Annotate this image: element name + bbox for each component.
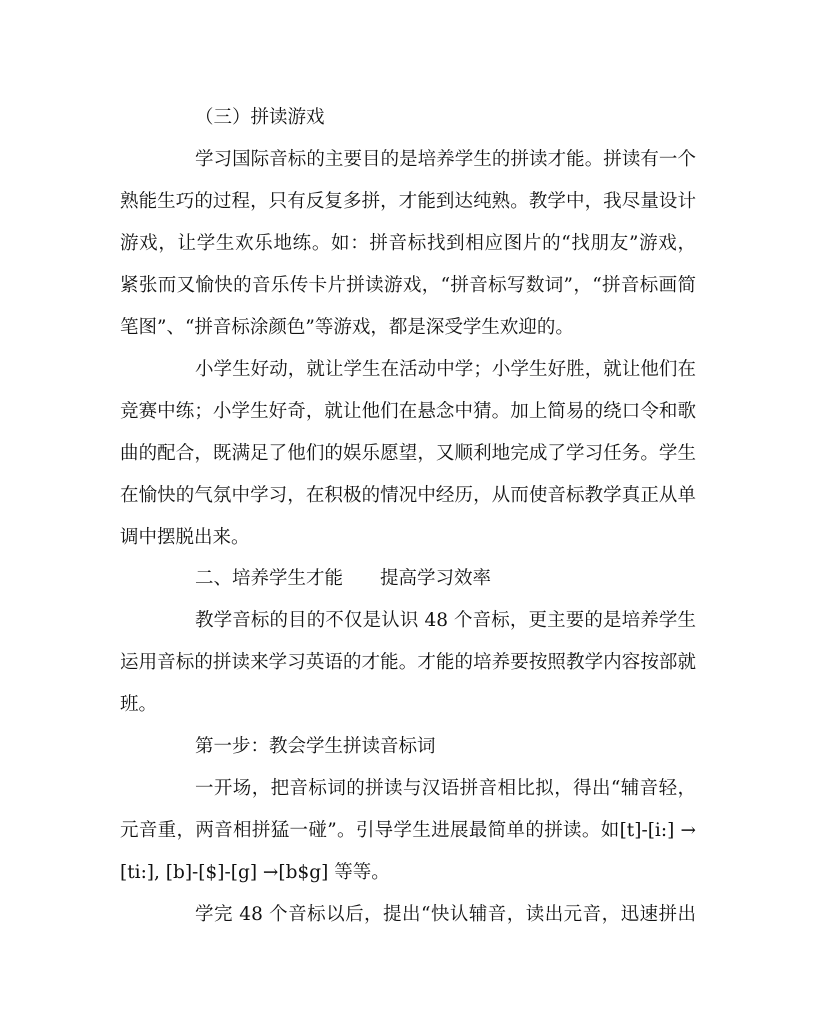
- paragraph-line: 元音重，两音相拼猛一碰”。引导学生进展最简单的拼读。如[t]-[i:] →: [120, 820, 696, 841]
- paragraph-line: 竞赛中练；小学生好奇，就让他们在悬念中猜。加上简易的绕口令和歌: [120, 401, 696, 422]
- paragraph-line: 教学音标的目的不仅是认识 48 个音标，更主要的是培养学生: [195, 610, 696, 631]
- paragraph-line: 一开场，把音标词的拼读与汉语拼音相比拟，得出“辅音轻，: [195, 778, 696, 799]
- paragraph-line: 运用音标的拼读来学习英语的才能。才能的培养要按照教学内容按部就: [120, 652, 696, 673]
- paragraph-line: 紧张而又愉快的音乐传卡片拼读游戏，“拼音标写数词”，“拼音标画简: [120, 275, 696, 296]
- section-heading-spelling-games: （三）拼读游戏: [195, 107, 325, 128]
- paragraph-line: 班。: [120, 694, 158, 715]
- section-heading-abilities: 二、培养学生才能 提高学习效率: [195, 568, 492, 589]
- paragraph-line: 调中摆脱出来。: [120, 527, 250, 548]
- paragraph-line: 游戏，让学生欢乐地练。如：拼音标找到相应图片的“找朋友”游戏，: [120, 233, 696, 254]
- paragraph-line: [ti:], [b]-[$]-[g] →[b$g] 等等。: [120, 862, 390, 883]
- paragraph-line: 小学生好动，就让学生在活动中学；小学生好胜，就让他们在: [195, 359, 696, 380]
- paragraph-line: 笔图”、“拼音标涂颜色”等游戏，都是深受学生欢迎的。: [120, 317, 574, 338]
- paragraph-line: 学完 48 个音标以后，提出“快认辅音，读出元音，迅速拼出: [195, 904, 696, 925]
- paragraph-line: 学习国际音标的主要目的是培养学生的拼读才能。拼读有一个: [195, 149, 696, 170]
- paragraph-line: 熟能生巧的过程，只有反复多拼，才能到达纯熟。教学中，我尽量设计: [120, 191, 696, 212]
- paragraph-line: 曲的配合，既满足了他们的娱乐愿望，又顺利地完成了学习任务。学生: [120, 443, 696, 464]
- paragraph-line: 在愉快的气氛中学习，在积极的情况中经历，从而使音标教学真正从单: [120, 485, 696, 506]
- step-heading: 第一步：教会学生拼读音标词: [195, 736, 436, 757]
